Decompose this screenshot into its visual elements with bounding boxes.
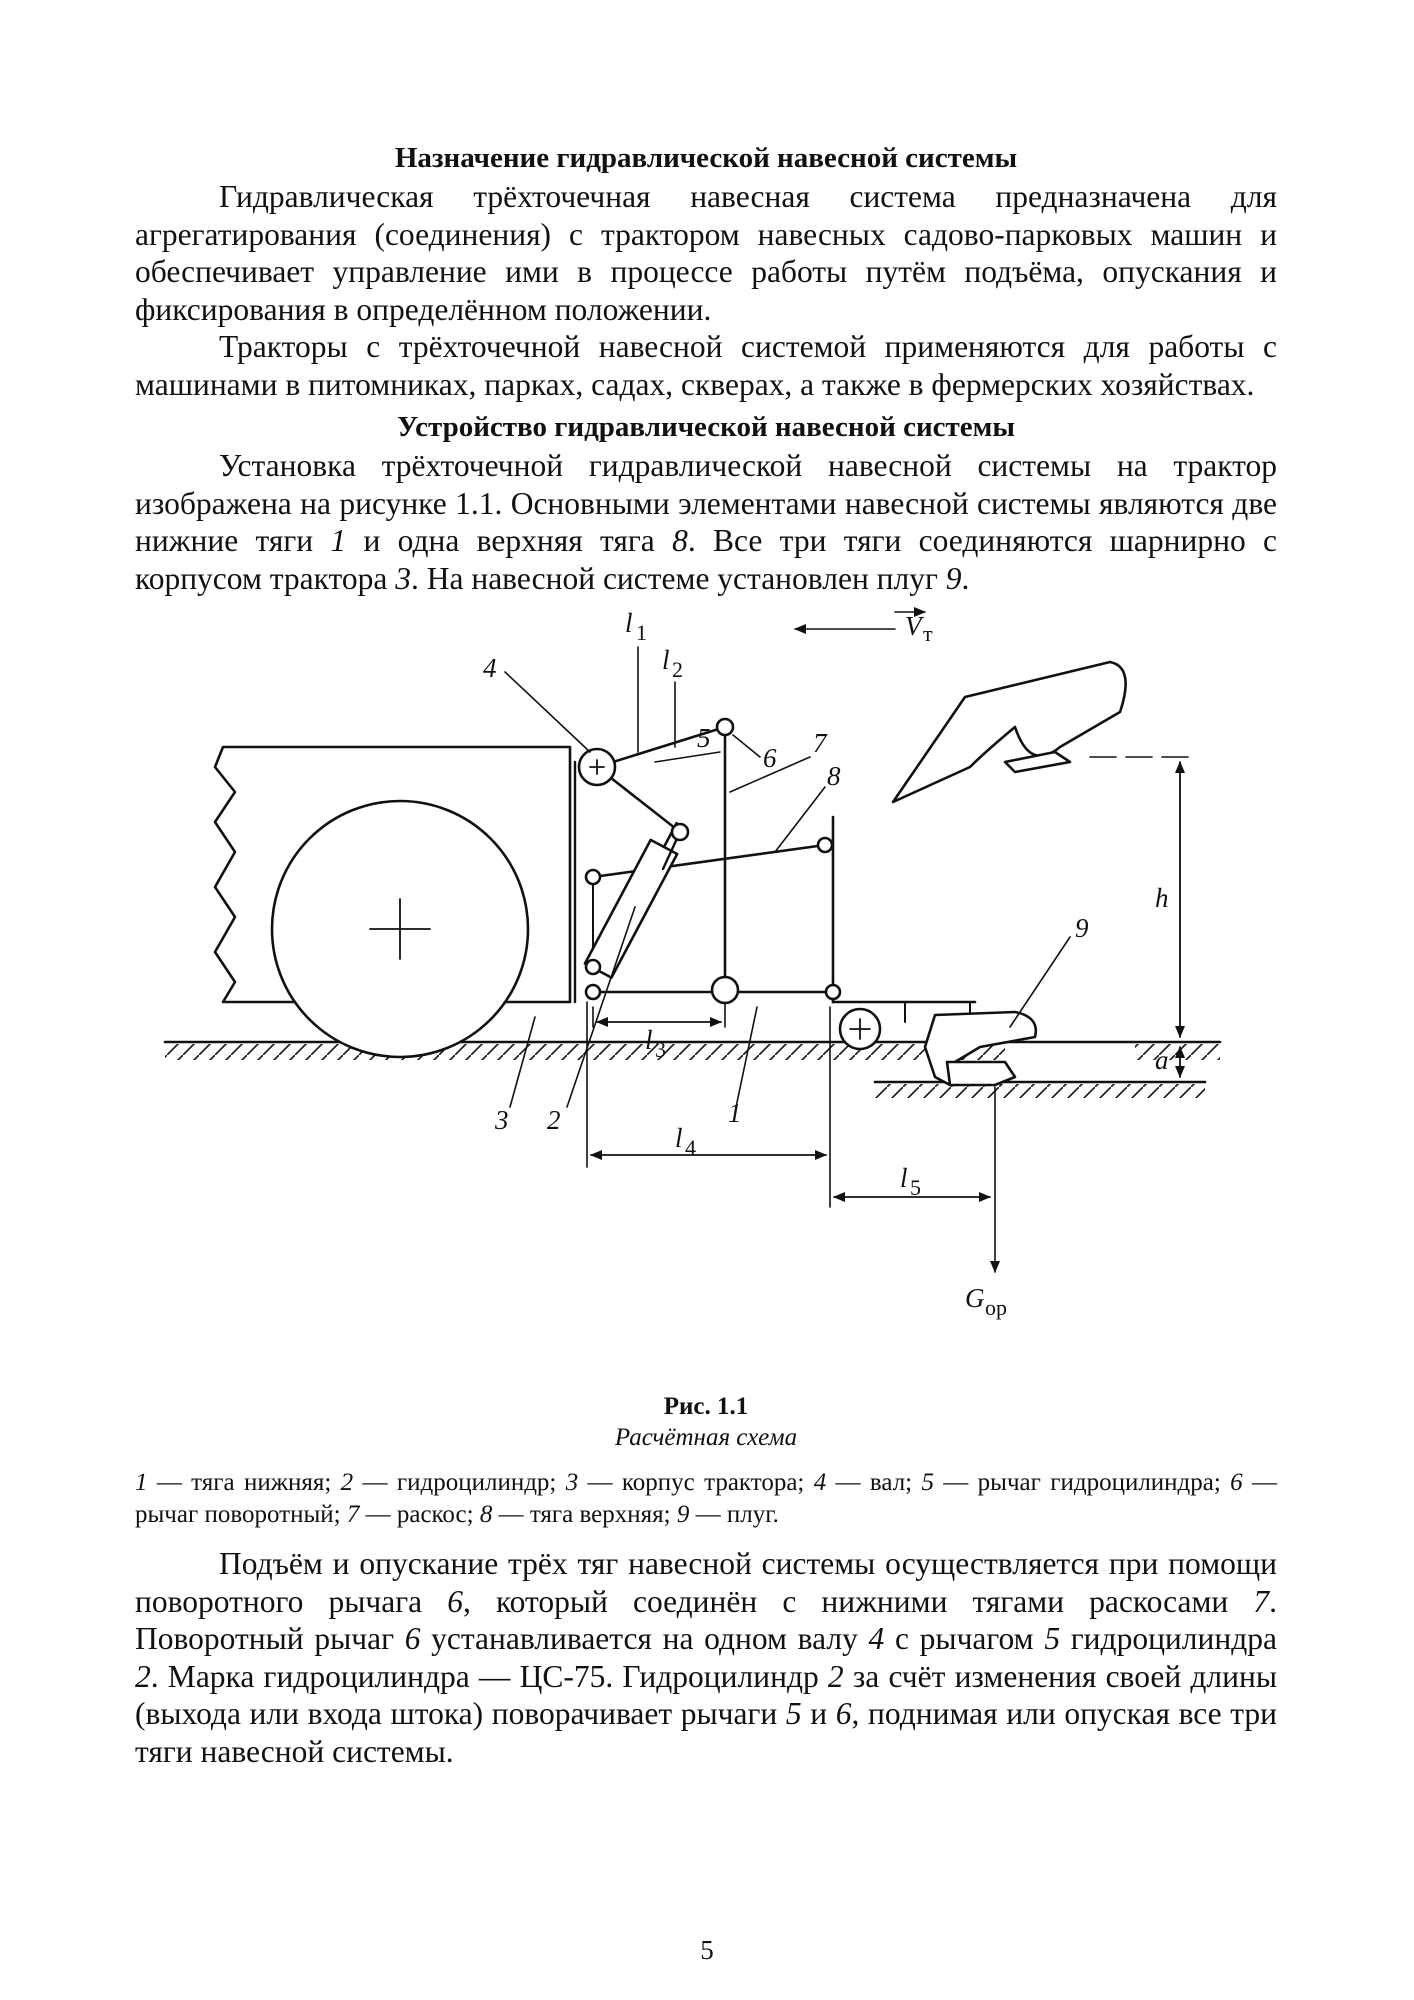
figure-calculation-scheme bbox=[135, 607, 1277, 1387]
label-velocity: V bbox=[905, 611, 922, 641]
label-7: 7 bbox=[813, 728, 827, 758]
svg-text:1: 1 bbox=[636, 620, 647, 645]
label-a: a bbox=[1155, 1045, 1169, 1075]
svg-text:3: 3 bbox=[655, 1037, 666, 1062]
paragraph-purpose-1: Гидравлическая трёхточечная навесная система предназначена для агрегатирования (соединения) с трактором навесных садово-парковых машин и обеспечивает управление ими в процессе работы путём подъёма, опускания и фиксирования в определённом положении. bbox=[135, 179, 1277, 327]
upper-link-8 bbox=[593, 845, 825, 877]
page-content bbox=[135, 140, 1277, 1770]
paragraph-device-1: Установка трёхточечной гидравлической навесной системы на трактор изображена на рисунке 1.1. Основными элементами навесной системы являются две нижние тяги 1 и одна верхняя тяга 8. Все три тяги соединяются шарнирно с корпусом трактора 3. На навесной системе установлен плуг 9. bbox=[135, 448, 1277, 596]
label-8: 8 bbox=[827, 761, 841, 791]
label-l2: l bbox=[662, 645, 670, 675]
label-6: 6 bbox=[763, 743, 777, 773]
label-3: 3 bbox=[495, 1105, 509, 1135]
svg-text:2: 2 bbox=[672, 657, 683, 682]
figure-caption-subtitle: Расчётная схема bbox=[614, 1424, 798, 1451]
label-1: 1 bbox=[728, 1098, 742, 1128]
label-h: h bbox=[1155, 883, 1169, 913]
page-number: 5 bbox=[700, 1935, 714, 1965]
label-gravity: G bbox=[965, 1283, 985, 1313]
label-2: 2 bbox=[547, 1105, 561, 1135]
paragraph-purpose-2: Тракторы с трёхточечной навесной системой применяются для работы с машинами в питомниках, парках, садах, скверах, а также в фермерских хозяйствах. bbox=[135, 329, 1277, 402]
section-heading-purpose: Назначение гидравлической навесной системы bbox=[394, 142, 1018, 174]
label-9: 9 bbox=[1075, 913, 1089, 943]
svg-text:т: т bbox=[923, 621, 933, 646]
svg-text:4: 4 bbox=[685, 1135, 696, 1160]
section-heading-device: Устройство гидравлической навесной системы bbox=[396, 411, 1016, 443]
label-l1: l bbox=[625, 608, 633, 638]
figure-caption-title: Рис. 1.1 bbox=[663, 1393, 749, 1420]
label-5: 5 bbox=[697, 723, 711, 753]
label-4: 4 bbox=[483, 653, 497, 683]
figure-legend: 1 — тяга нижняя; 2 — гидроцилиндр; 3 — корпус трактора; 4 — вал; 5 — рычаг гидроцилиндра; 6 — рычаг поворотный; 7 — раскос; 8 — тяга верхняя; 9 — плуг. bbox=[135, 1469, 1278, 1528]
label-l4: l bbox=[675, 1123, 683, 1153]
hitch-diagram bbox=[135, 607, 1277, 1387]
label-l3: l bbox=[645, 1025, 653, 1055]
paragraph-operation-1: Подъём и опускание трёх тяг навесной системы осуществляется при помощи поворотного рычага 6, который соединён с нижними тягами раскосами 7. Поворотный рычаг 6 устанавливается на одном валу 4 с рычагом 5 гидроцилиндра 2. Марка гидроцилиндра — ЦС-75. Гидроцилиндр 2 за счёт изменения своей длины (выхода или входа штока) поворачивает рычаги 5 и 6, поднимая или опуская все три тяги навесной системы. bbox=[135, 1546, 1277, 1769]
svg-text:ор: ор bbox=[985, 1295, 1007, 1320]
raised-plough bbox=[893, 662, 1126, 802]
svg-text:5: 5 bbox=[910, 1175, 921, 1200]
implement-frame bbox=[833, 817, 975, 1002]
hydraulic-cylinder-2 bbox=[585, 816, 690, 978]
label-l5: l bbox=[900, 1163, 908, 1193]
